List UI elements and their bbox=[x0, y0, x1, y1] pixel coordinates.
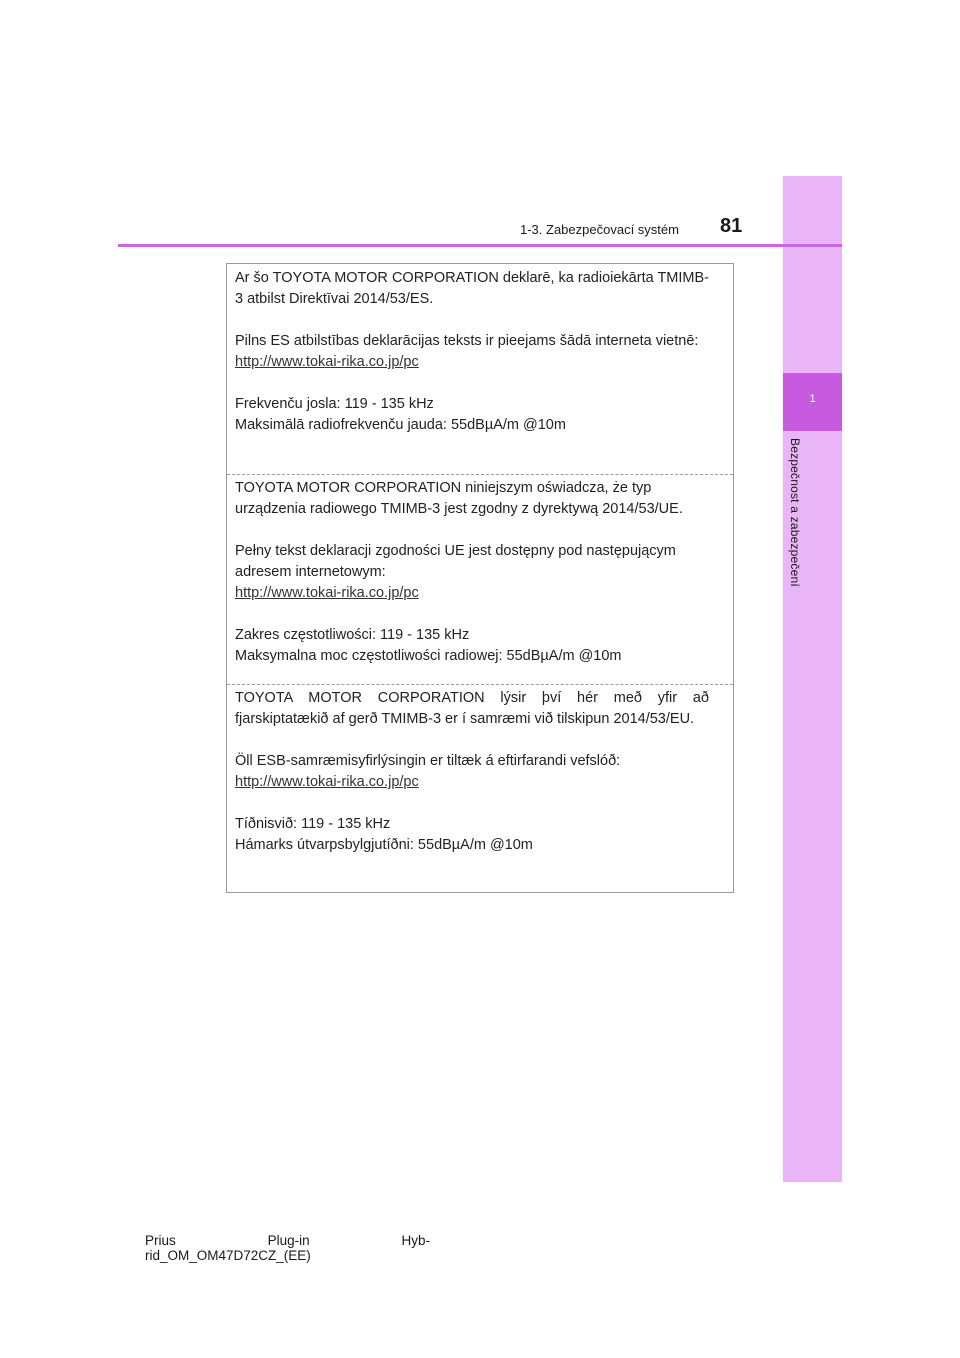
chapter-number: 1 bbox=[809, 393, 816, 405]
fulltext-note: Pełny tekst deklaracji zgodności UE jest dostępny pod następującym adresem internetowym: bbox=[235, 543, 676, 580]
frequency-text: Tíðnisvið: 119 - 135 kHz bbox=[235, 816, 391, 832]
footer-word: Hyb- bbox=[401, 1233, 430, 1248]
frequency-text: Zakres częstotliwości: 119 - 135 kHz bbox=[235, 627, 470, 643]
declaration-text: TOYOTA MOTOR CORPORATION niniejszym oświadcza, że typ urządzenia radiowego TMIMB-3 jest zgodny z dyrektywą 2014/53/UE. bbox=[235, 480, 683, 517]
power-text: Maksymalna moc częstotliwości radiowej: 55dBµA/m @10m bbox=[235, 648, 622, 664]
block-divider bbox=[227, 684, 733, 685]
declaration-link[interactable]: http://www.tokai-rika.co.jp/pc bbox=[235, 774, 419, 790]
footer-code: rid_OM_OM47D72CZ_(EE) bbox=[145, 1248, 311, 1263]
declaration-link[interactable]: http://www.tokai-rika.co.jp/pc bbox=[235, 585, 419, 601]
chapter-title-vertical bbox=[788, 438, 808, 618]
chapter-sidebar bbox=[783, 176, 842, 1182]
declaration-block-is bbox=[227, 688, 733, 856]
declaration-block-pl bbox=[227, 478, 733, 667]
declaration-box bbox=[226, 263, 734, 893]
fulltext-note: Pilns ES atbilstības deklarācijas teksts ir pieejams šādā interneta vietnē: bbox=[235, 333, 699, 349]
section-title: 1-3. Zabezpečovací systém bbox=[520, 222, 679, 237]
power-text: Maksimālā radiofrekvenču jauda: 55dBµA/m @10m bbox=[235, 417, 566, 433]
page-number: 81 bbox=[720, 215, 743, 237]
declaration-block-lv bbox=[227, 268, 733, 436]
chapter-title: Bezpečnost a zabezpečení bbox=[788, 438, 802, 587]
fulltext-note: Öll ESB-samræmisyfirlýsingin er tiltæk á eftirfarandi vefslóð: bbox=[235, 753, 621, 769]
footer-docid bbox=[145, 1233, 430, 1263]
power-text: Hámarks útvarpsbylgjutíðni: 55dBµA/m @10m bbox=[235, 837, 533, 853]
chapter-tab bbox=[783, 373, 842, 431]
frequency-text: Frekvenču josla: 119 - 135 kHz bbox=[235, 396, 434, 412]
declaration-text: TOYOTA MOTOR CORPORATION lýsir því hér með yfir að fjarskiptatækið af gerð TMIMB-3 er í samræmi við tilskipun 2014/53/EU. bbox=[235, 690, 709, 727]
header-rule bbox=[118, 244, 842, 247]
footer-word: Plug-in bbox=[267, 1233, 310, 1248]
block-divider bbox=[227, 474, 733, 475]
declaration-text: Ar šo TOYOTA MOTOR CORPORATION deklarē, ka radioiekārta TMIMB-3 atbilst Direktīvai 2014/53/ES. bbox=[235, 270, 709, 307]
footer-word: Prius bbox=[145, 1233, 176, 1248]
declaration-link[interactable]: http://www.tokai-rika.co.jp/pc bbox=[235, 354, 419, 370]
